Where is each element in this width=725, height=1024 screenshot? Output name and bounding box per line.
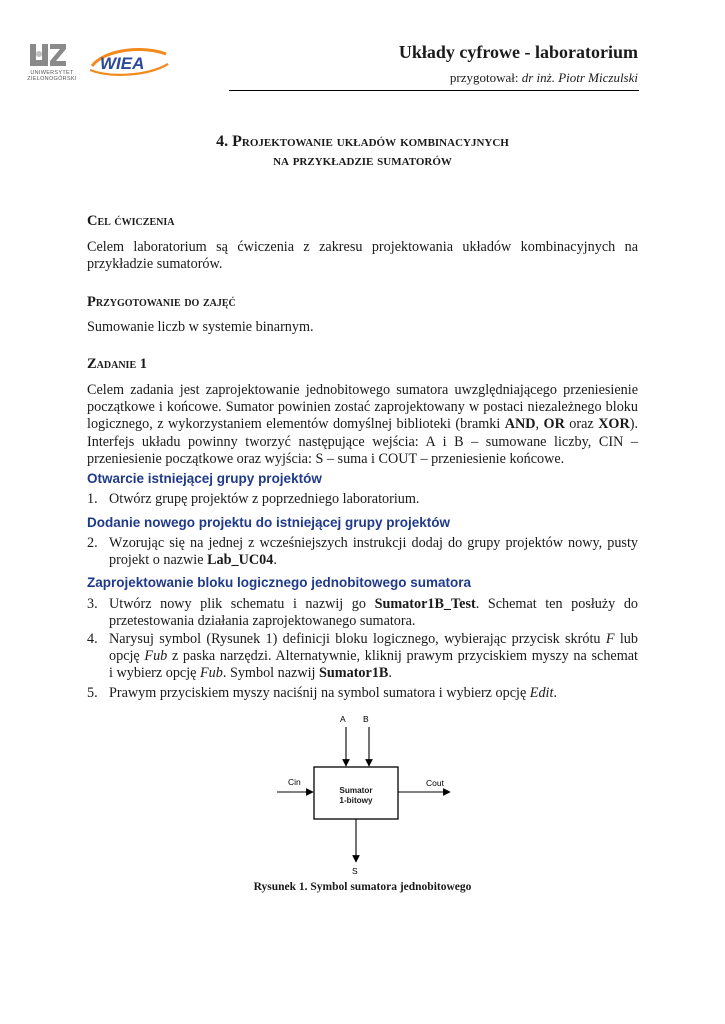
label-a: A	[340, 714, 346, 724]
text-line: Interfejs układu powinny tworzyć następujące wejścia: A i B – sumowane liczby, CIN –	[87, 433, 638, 450]
option-name: Edit	[529, 685, 554, 701]
text-line: przeniesienie początkowe oraz wyjścia: S – suma i COUT – przeniesienie końcowe.	[87, 450, 565, 467]
header-title: Układy cyfrowe - laboratorium	[398, 42, 638, 62]
subheading-design-block: Zaprojektowanie bloku logicznego jednobitowego sumatora	[87, 575, 472, 590]
text-line: początkowe i końcowe. Sumator powinien zostać zaprojektowany w postaci niezależnego bloku	[87, 399, 638, 416]
list-number: 1.	[87, 491, 98, 507]
label-cout: Cout	[426, 778, 444, 788]
text-line: Utwórz nowy plik schematu i nazwij go Sumator1B_Test. Schemat ten posłuży do	[109, 596, 639, 612]
xor-gate-name: XOR	[598, 416, 630, 433]
text-line: logicznego, z wykorzystaniem elementów domyślnej biblioteki (bramki AND, OR oraz XOR).	[87, 416, 638, 433]
symbol-name: Sumator1B	[319, 665, 389, 682]
label-cin: Cin	[288, 777, 301, 787]
text-line: Celem laboratorium są ćwiczenia z zakresu projektowania układów kombinacyjnych na	[87, 239, 638, 255]
and-gate-name: AND	[504, 416, 536, 433]
text-line: opcję Fub z paska narzędzi. Alternatywnie, kliknij prawym przyciskiem myszy na schemat	[109, 648, 638, 665]
text-line: Sumowanie liczb w systemie binarnym.	[87, 319, 314, 335]
list-number: 3.	[87, 596, 98, 612]
text-line: Wzorując się na jednej z wcześniejszych instrukcji dodaj do grupy projektów nowy, pusty	[109, 535, 638, 551]
author-prefix: przygotował:	[449, 70, 519, 85]
shortcut-key: F	[605, 631, 615, 647]
section-heading-przygotowanie: Przygotowanie do zajęć	[87, 294, 236, 310]
option-name: Fub	[200, 665, 223, 682]
doc-title-line1: 4. Projektowanie układów kombinacyjnych	[216, 133, 509, 150]
label-b: B	[363, 714, 369, 724]
text-line: Otwórz grupę projektów z poprzedniego laboratorium.	[109, 491, 420, 507]
wiea-logo-text: WIEA	[100, 54, 145, 73]
option-name: Fub	[144, 648, 168, 665]
text-line: przetestowania działania zaprojektowanego sumatora.	[109, 613, 416, 630]
project-name: Lab_UC04	[207, 552, 274, 569]
doc-title-line2: na przykładzie sumatorów	[273, 153, 452, 169]
section-heading-cel: Cel ćwiczenia	[87, 213, 175, 229]
text-line: przykładzie sumatorów.	[87, 256, 223, 273]
text-line: projekt o nazwie Lab_UC04.	[109, 552, 277, 569]
uz-logo-text: UNIWERSYTET ZIELONOGÓRSKI	[27, 70, 77, 82]
section-heading-zadanie: Zadanie 1	[87, 356, 147, 372]
schematic-name: Sumator1B_Test	[374, 596, 476, 612]
label-s: S	[352, 866, 358, 876]
list-number: 2.	[87, 535, 98, 551]
figure-caption: Rysunek 1. Symbol sumatora jednobitowego	[253, 881, 472, 893]
text-line: Narysuj symbol (Rysunek 1) definicji bloku logicznego, wybierając przycisk skrótu F lub	[109, 631, 638, 647]
list-number: 4.	[87, 631, 98, 647]
list-number: 5.	[87, 685, 98, 701]
adder-block-line2: 1-bitowy	[339, 796, 373, 805]
adder-block-line1: Sumator	[339, 786, 373, 795]
text-line: Celem zadania jest zaprojektowanie jednobitowego sumatora uwzględniającego przeniesienie	[87, 382, 638, 398]
subheading-open-group: Otwarcie istniejącej grupy projektów	[87, 471, 322, 486]
subheading-add-project: Dodanie nowego projektu do istniejącej grupy projektów	[87, 515, 451, 530]
or-gate-name: OR	[543, 416, 565, 433]
author-name: dr inż. Piotr Miczulski	[521, 70, 638, 85]
text-line: Prawym przyciskiem myszy naciśnij na symbol sumatora i wybierz opcję Edit.	[109, 685, 557, 701]
text-line: i wybierz opcję Fub. Symbol nazwij Sumator1B.	[109, 665, 392, 682]
adder-block-label	[314, 786, 398, 806]
